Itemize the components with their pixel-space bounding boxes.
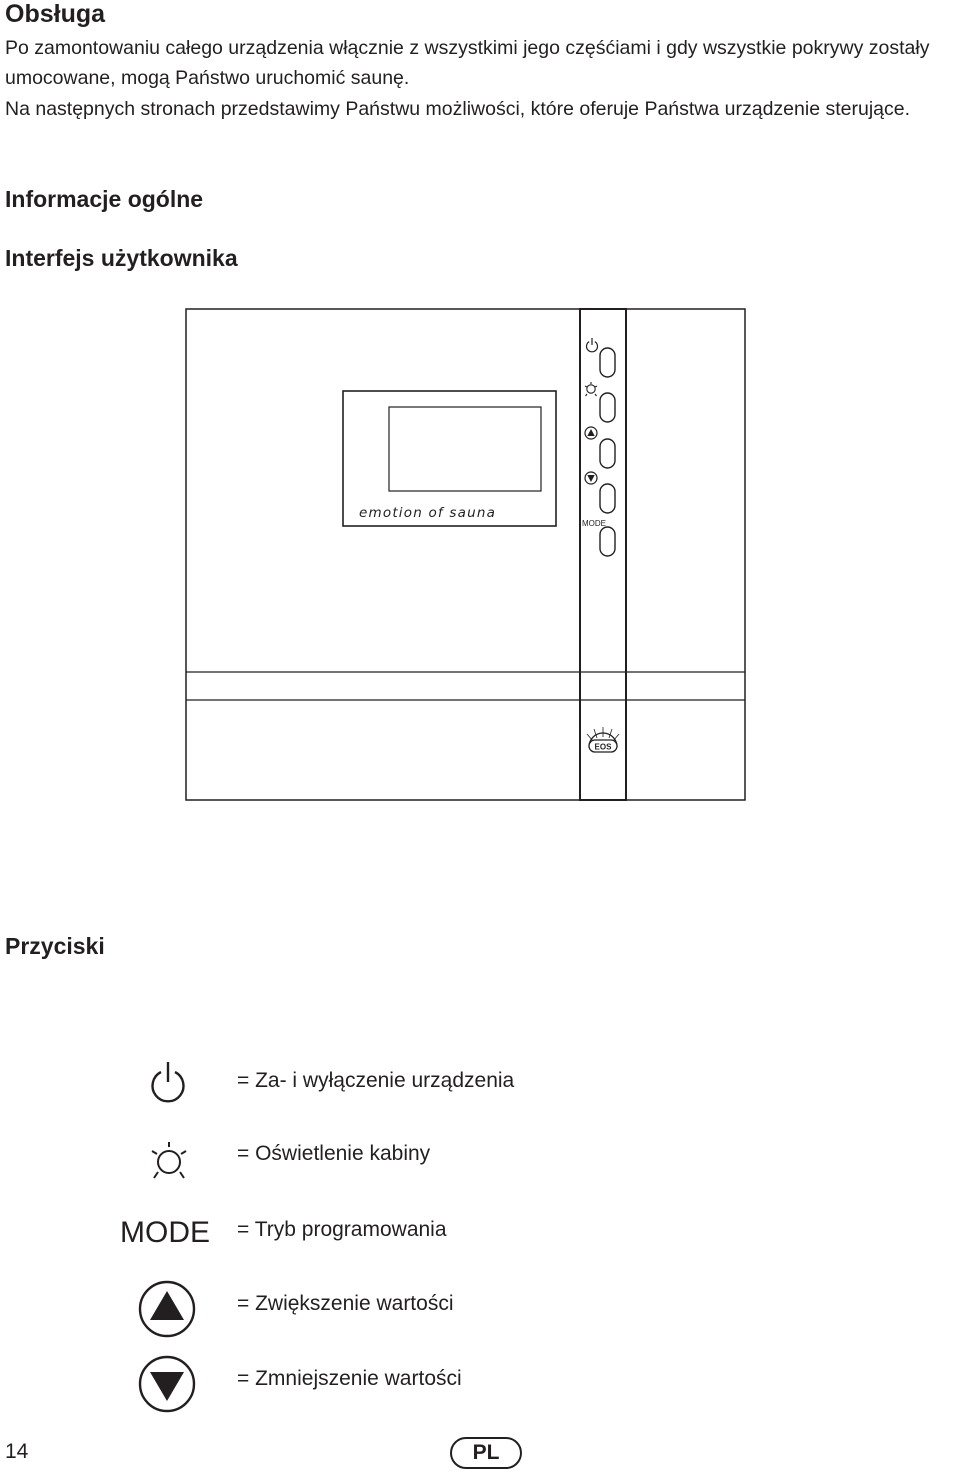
power-button[interactable]: [600, 348, 615, 377]
section-heading-buttons: Przyciski: [5, 933, 105, 959]
legend-power-text: = Za- i wyłączenie urządzenia: [237, 1069, 515, 1092]
legend-down-text: = Zmniejszenie wartości: [237, 1367, 462, 1390]
page-number: 14: [5, 1440, 29, 1463]
intro-paragraph: Po zamontowaniu całego urządzenia włącznie z wszystkimi jego częśćiami i gdy wszystkie pokrywy zostały umocowane, mogą Państwo uruchomić saunę.: [5, 37, 930, 89]
power-icon: [153, 1062, 184, 1101]
page-heading: Obsługa: [5, 0, 106, 28]
light-bulb-icon: [585, 382, 597, 396]
legend-mode-label: MODE: [120, 1216, 210, 1249]
section-heading-general: Informacje ogólne: [5, 186, 204, 212]
display-brand-label: emotion of sauna: [359, 505, 497, 521]
legend-light-text: = Oświetlenie kabiny: [237, 1142, 431, 1165]
eos-logo: EOS: [594, 742, 612, 752]
light-button[interactable]: [600, 393, 615, 422]
mode-button[interactable]: [600, 527, 615, 556]
up-button[interactable]: [600, 439, 615, 468]
language-badge: PL: [450, 1437, 522, 1469]
legend-mode-text: = Tryb programowania: [237, 1218, 447, 1241]
display-screen: [389, 407, 541, 491]
controller-housing: [186, 309, 745, 800]
section-heading-interface: Interfejs użytkownika: [5, 245, 238, 271]
down-button[interactable]: [600, 484, 615, 513]
legend-up-text: = Zwiększenie wartości: [237, 1292, 454, 1315]
power-icon: [587, 338, 598, 352]
mode-label: MODE: [582, 519, 606, 528]
light-bulb-icon: [152, 1142, 186, 1178]
description-paragraph: Na następnych stronach przedstawimy Państwu możliwości, które oferuje Państwa urządzenie sterujące.: [5, 98, 911, 120]
